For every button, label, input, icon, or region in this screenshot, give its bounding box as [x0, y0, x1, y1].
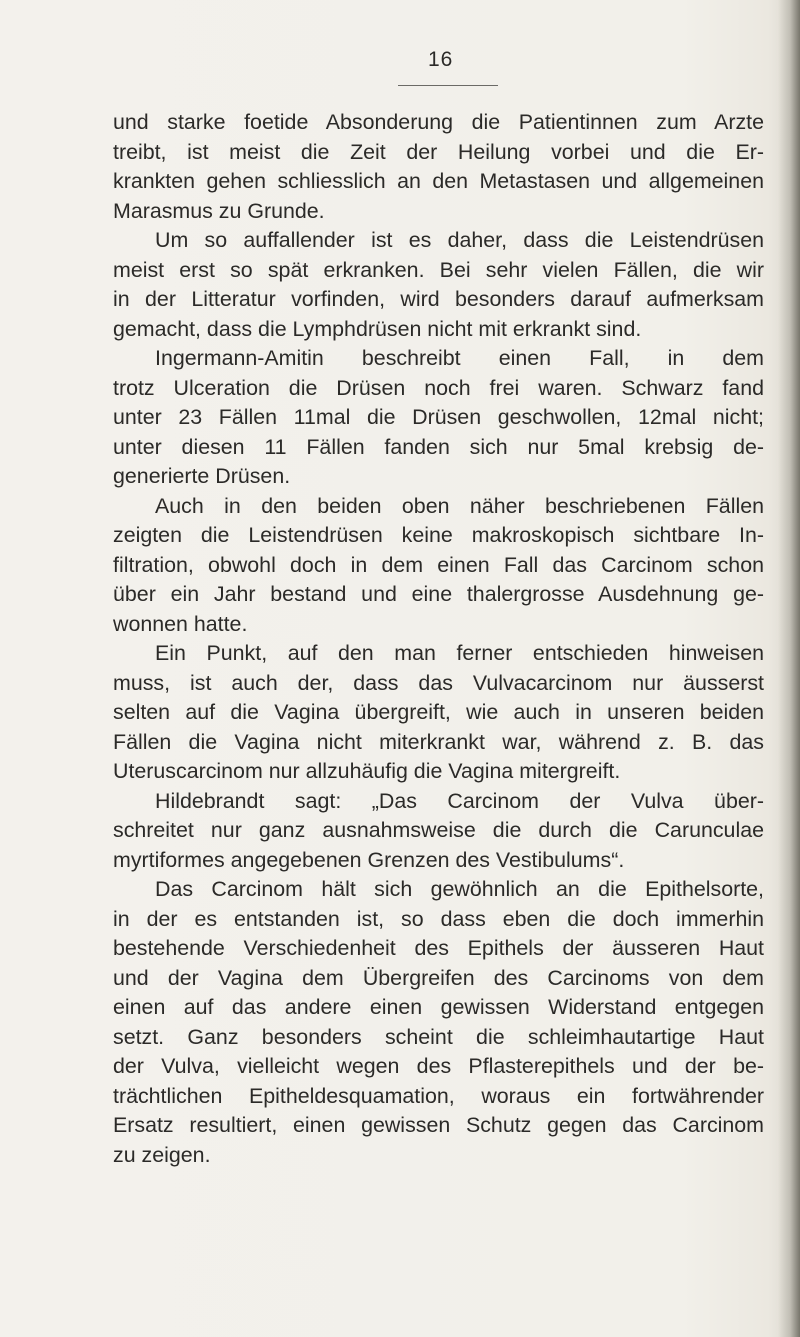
text-line: über ein Jahr bestand und eine thalergrosse Ausdehnung ge-: [113, 582, 764, 606]
text-line: und starke foetide Absonderung die Patientinnen zum Arzte: [113, 110, 764, 134]
text-line: unter diesen 11 Fällen fanden sich nur 5mal krebsig de-: [113, 434, 764, 459]
text-line: Uteruscarcinom nur allzuhäufig die Vagina mitergreift.: [113, 759, 621, 783]
text-line: Ingermann-Amitin beschreibt einen Fall, in dem: [155, 346, 764, 370]
text-line: Ein Punkt, auf den man ferner entschieden hinweisen: [155, 641, 764, 665]
text-line: schreitet nur ganz ausnahmsweise die durch die Carunculae: [113, 818, 764, 842]
text-line: Um so auffallender ist es daher, dass die Leistendrüsen: [155, 228, 764, 252]
text-line: setzt. Ganz besonders scheint die schleimhautartige Haut: [113, 1024, 764, 1049]
text-line: Ersatz resultiert, einen gewissen Schutz gegen das Carcinom: [113, 1113, 764, 1137]
text-line: meist erst so spät erkranken. Bei sehr vielen Fällen, die wir: [113, 257, 764, 282]
text-line: wonnen hatte.: [113, 611, 248, 636]
page-number: 16: [428, 48, 454, 71]
text-line: muss, ist auch der, dass das Vulvacarcinom nur äusserst: [113, 670, 764, 695]
text-line: der Vulva, vielleicht wegen des Pflasterepithels und der be-: [113, 1054, 764, 1078]
text-line: gemacht, dass die Lymphdrüsen nicht mit erkrankt sind.: [113, 316, 642, 341]
text-line: generierte Drüsen.: [113, 464, 291, 488]
text-line: einen auf das andere einen gewissen Widerstand entgegen: [113, 995, 764, 1019]
text-line: trotz Ulceration die Drüsen noch frei waren. Schwarz fand: [113, 375, 764, 400]
text-line: zu zeigen.: [113, 1142, 211, 1167]
text-line: trächtlichen Epitheldesquamation, woraus ein fortwährender: [113, 1083, 764, 1108]
text-line: bestehende Verschiedenheit des Epithels der äusseren Haut: [113, 936, 764, 960]
text-line: in der es entstanden ist, so dass eben die doch immerhin: [113, 906, 764, 931]
text-line: selten auf die Vagina übergreift, wie auch in unseren beiden: [113, 700, 764, 724]
text-line: Fällen die Vagina nicht miterkrankt war, während z. B. das: [113, 729, 764, 754]
text-line: filtration, obwohl doch in dem einen Fall das Carcinom schon: [113, 552, 764, 577]
text-line: zeigten die Leistendrüsen keine makroskopisch sichtbare In-: [113, 523, 764, 547]
text-line: myrtiformes angegebenen Grenzen des Vestibulums“.: [113, 847, 625, 872]
text-line: unter 23 Fällen 11mal die Drüsen geschwollen, 12mal nicht;: [113, 405, 764, 429]
page-edge-shadow: [778, 0, 800, 1337]
text-line: Marasmus zu Grunde.: [113, 198, 325, 223]
page-number-rule: [398, 85, 498, 86]
text-line: in der Litteratur vorfinden, wird besonders darauf aufmerksam: [113, 287, 764, 311]
text-line: Das Carcinom hält sich gewöhnlich an die Epithelsorte,: [155, 877, 764, 901]
text-line: treibt, ist meist die Zeit der Heilung vorbei und die Er-: [113, 139, 764, 164]
text-line: krankten gehen schliesslich an den Metastasen und allgemeinen: [113, 169, 764, 193]
text-line: Auch in den beiden oben näher beschriebenen Fällen: [155, 493, 764, 518]
body-text: [113, 108, 764, 1170]
text-line: Hildebrandt sagt: „Das Carcinom der Vulva über-: [155, 788, 764, 813]
text-line: und der Vagina dem Übergreifen des Carcinoms von dem: [113, 965, 764, 990]
